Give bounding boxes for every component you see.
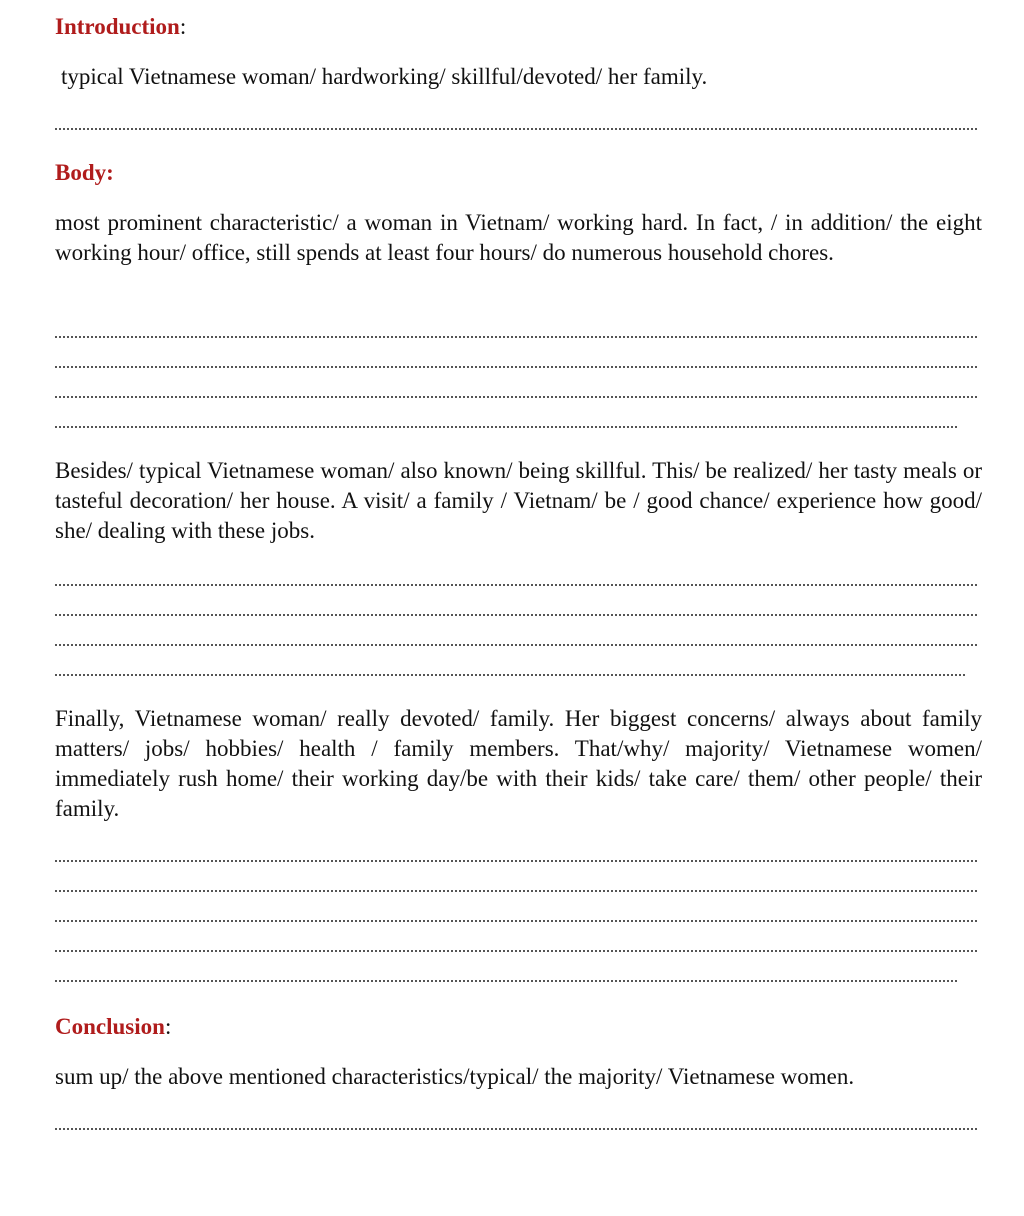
answer-line[interactable] [55, 950, 977, 952]
answer-line[interactable] [55, 366, 977, 368]
answer-line[interactable] [55, 860, 977, 862]
answer-line[interactable] [55, 890, 977, 892]
answer-line[interactable] [55, 920, 977, 922]
answer-line[interactable] [55, 674, 965, 676]
body-paragraph-2: Besides/ typical Vietnamese woman/ also known/ being skillful. This/ be realized/ her tasty meals or tasteful decoration/ her house. A visit/ a family / Vietnam/ be / good chance/ experience how good/ she/ dealing with these jobs. [55, 458, 982, 543]
answer-line[interactable] [55, 396, 977, 398]
answer-line[interactable] [55, 614, 977, 616]
body-paragraph-1: most prominent characteristic/ a woman in Vietnam/ working hard. In fact, / in addition/ the eight working hour/ office, still spends at least four hours/ do numerous household chores. [55, 210, 982, 265]
answer-line[interactable] [55, 644, 977, 646]
answer-line[interactable] [55, 336, 977, 338]
answer-line[interactable] [55, 426, 957, 428]
body-heading: Body: [55, 160, 114, 185]
answer-line[interactable] [55, 980, 957, 982]
answer-line[interactable] [55, 128, 977, 130]
conclusion-text: sum up/ the above mentioned characteristics/typical/ the majority/ Vietnamese women. [55, 1064, 855, 1089]
conclusion-heading: Conclusion: [55, 1014, 172, 1039]
answer-line[interactable] [55, 584, 977, 586]
introduction-heading: Introduction: [55, 14, 187, 39]
body-paragraph-3: Finally, Vietnamese woman/ really devoted/ family. Her biggest concerns/ always about family matters/ jobs/ hobbies/ health / family members. That/why/ majority/ Vietnamese women/ immediately rush home/ their working day/be with their kids/ take care/ them/ other people/ their family. [55, 706, 982, 821]
introduction-text: typical Vietnamese woman/ hardworking/ skillful/devoted/ her family. [61, 64, 708, 89]
answer-line[interactable] [55, 1128, 977, 1130]
